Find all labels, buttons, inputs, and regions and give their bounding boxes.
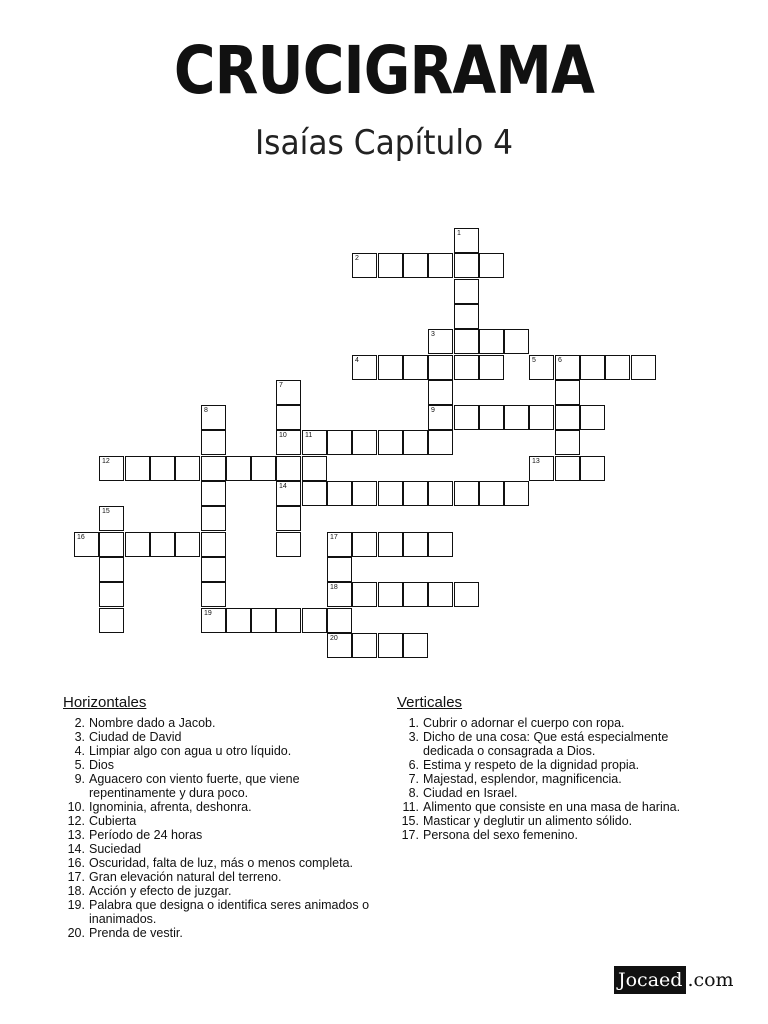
clue-number: 19.: [67, 898, 85, 912]
clue-text: Cubierta: [89, 814, 137, 828]
grid-cell[interactable]: [352, 633, 377, 658]
grid-cell[interactable]: [631, 355, 656, 380]
grid-cell[interactable]: [580, 456, 605, 481]
clue-number: 12.: [67, 814, 85, 828]
grid-cell[interactable]: [378, 253, 403, 278]
across-clue: [63, 870, 383, 884]
grid-cell[interactable]: [428, 532, 453, 557]
grid-cell[interactable]: [302, 456, 327, 481]
cell-number: 12: [102, 458, 110, 465]
across-clue-list: [63, 716, 383, 940]
grid-cell[interactable]: [99, 582, 124, 607]
grid-cell[interactable]: [99, 557, 124, 582]
clue-number: 20.: [67, 926, 85, 940]
grid-cell[interactable]: [428, 582, 453, 607]
cell-number: 9: [431, 407, 435, 414]
across-clue: [63, 716, 383, 730]
clue-text: Período de 24 horas: [89, 828, 203, 842]
across-clue: [63, 856, 383, 870]
grid-cell[interactable]: [555, 380, 580, 405]
grid-cell[interactable]: [403, 633, 428, 658]
clue-number: 2.: [74, 716, 85, 730]
grid-cell[interactable]: [352, 481, 377, 506]
grid-cell[interactable]: [352, 253, 377, 278]
clue-text: Alimento que consiste en una masa de harina.: [423, 800, 681, 814]
clue-number: 3.: [74, 730, 85, 744]
clue-number: 9.: [74, 772, 85, 786]
grid-cell[interactable]: [201, 405, 226, 430]
cell-number: 13: [532, 458, 540, 465]
grid-cell[interactable]: [251, 456, 276, 481]
grid-cell[interactable]: [605, 355, 630, 380]
grid-cell[interactable]: [504, 481, 529, 506]
grid-cell[interactable]: [302, 481, 327, 506]
page-subtitle: Isaías Capítulo 4: [254, 123, 514, 163]
clue-number: 14.: [67, 842, 85, 856]
grid-cell[interactable]: [226, 608, 251, 633]
grid-cell[interactable]: [276, 380, 301, 405]
grid-cell[interactable]: [175, 532, 200, 557]
grid-cell[interactable]: [150, 456, 175, 481]
clue-text: Acción y efecto de juzgar.: [89, 884, 232, 898]
grid-cell[interactable]: [201, 506, 226, 531]
grid-cell[interactable]: [378, 532, 403, 557]
cell-number: 18: [330, 584, 338, 591]
grid-cell[interactable]: [580, 355, 605, 380]
grid-cell[interactable]: [99, 608, 124, 633]
cell-number: 15: [102, 508, 110, 515]
down-clue: [397, 716, 707, 730]
down-clues: [397, 696, 707, 842]
clue-number: 8.: [408, 786, 419, 800]
cell-number: 3: [431, 331, 435, 338]
clue-number: 13.: [67, 828, 85, 842]
grid-cell[interactable]: [125, 456, 150, 481]
clue-text: Palabra que designa o identifica seres animados o inanimados.: [89, 898, 370, 926]
grid-cell[interactable]: [74, 532, 99, 557]
grid-cell[interactable]: [150, 532, 175, 557]
grid-cell[interactable]: [276, 456, 301, 481]
grid-cell[interactable]: [352, 532, 377, 557]
grid-cell[interactable]: [403, 355, 428, 380]
grid-cell[interactable]: [201, 608, 226, 633]
grid-cell[interactable]: [403, 481, 428, 506]
down-clue: [397, 786, 707, 800]
grid-cell[interactable]: [276, 506, 301, 531]
grid-cell[interactable]: [479, 253, 504, 278]
grid-cell[interactable]: [378, 430, 403, 455]
grid-cell[interactable]: [555, 456, 580, 481]
cell-number: 4: [355, 357, 359, 364]
cell-number: 8: [204, 407, 208, 414]
cell-number: 16: [77, 534, 85, 541]
down-clue: [397, 772, 707, 786]
grid-cell[interactable]: [201, 532, 226, 557]
clue-number: 3.: [408, 730, 419, 744]
grid-cell[interactable]: [454, 582, 479, 607]
grid-cell[interactable]: [276, 608, 301, 633]
clue-number: 4.: [74, 744, 85, 758]
across-clue: [63, 884, 383, 898]
cell-number: 7: [279, 382, 283, 389]
grid-cell[interactable]: [529, 355, 554, 380]
across-clue: [63, 800, 383, 814]
grid-cell[interactable]: [479, 481, 504, 506]
clue-text: Dios: [89, 758, 115, 772]
down-clue: [397, 800, 707, 814]
grid-cell[interactable]: [454, 304, 479, 329]
grid-cell[interactable]: [201, 456, 226, 481]
clue-number: 18.: [67, 884, 85, 898]
grid-cell[interactable]: [454, 279, 479, 304]
grid-cell[interactable]: [529, 456, 554, 481]
brand-logo[interactable]: [614, 966, 734, 994]
grid-cell[interactable]: [276, 430, 301, 455]
across-clue: [63, 926, 383, 940]
across-clue: [63, 828, 383, 842]
grid-cell[interactable]: [454, 481, 479, 506]
clue-text: Limpiar algo con agua u otro líquido.: [89, 744, 292, 758]
grid-cell[interactable]: [403, 430, 428, 455]
down-clue: [397, 814, 707, 828]
grid-cell[interactable]: [454, 405, 479, 430]
clue-text: Dicho de una cosa: Que está especialmente dedicada o consagrada a Dios.: [423, 730, 669, 758]
grid-cell[interactable]: [327, 582, 352, 607]
across-heading: Horizontales: [63, 694, 147, 711]
grid-cell[interactable]: [201, 582, 226, 607]
across-clues: [63, 696, 383, 940]
clue-text: Oscuridad, falta de luz, más o menos completa.: [89, 856, 354, 870]
clue-text: Gran elevación natural del terreno.: [89, 870, 282, 884]
clue-number: 11.: [402, 800, 419, 814]
cell-number: 1: [457, 230, 461, 237]
grid-cell[interactable]: [302, 430, 327, 455]
grid-cell[interactable]: [327, 557, 352, 582]
cell-number: 17: [330, 534, 338, 541]
clue-number: 5.: [74, 758, 85, 772]
clue-text: Ignominia, afrenta, deshonra.: [89, 800, 252, 814]
grid-cell[interactable]: [352, 582, 377, 607]
grid-cell[interactable]: [125, 532, 150, 557]
grid-cell[interactable]: [428, 405, 453, 430]
grid-cell[interactable]: [504, 405, 529, 430]
clue-text: Aguacero con viento fuerte, que viene repentinamente y dura poco.: [89, 772, 300, 800]
grid-cell[interactable]: [327, 608, 352, 633]
grid-cell[interactable]: [378, 633, 403, 658]
clue-text: Estima y respeto de la dignidad propia.: [423, 758, 640, 772]
grid-cell[interactable]: [479, 405, 504, 430]
clue-number: 15.: [401, 814, 419, 828]
grid-cell[interactable]: [327, 532, 352, 557]
grid-cell[interactable]: [99, 506, 124, 531]
grid-cell[interactable]: [378, 355, 403, 380]
down-heading: Verticales: [397, 694, 463, 711]
down-clue: [397, 828, 707, 842]
across-clue: [63, 758, 383, 772]
cell-number: 11: [305, 432, 313, 439]
grid-cell[interactable]: [201, 557, 226, 582]
grid-cell[interactable]: [428, 355, 453, 380]
grid-cell[interactable]: [378, 582, 403, 607]
grid-cell[interactable]: [276, 481, 301, 506]
clue-text: Masticar y deglutir un alimento sólido.: [423, 814, 633, 828]
grid-cell[interactable]: [302, 608, 327, 633]
grid-cell[interactable]: [529, 405, 554, 430]
grid-cell[interactable]: [327, 430, 352, 455]
grid-cell[interactable]: [327, 481, 352, 506]
grid-cell[interactable]: [378, 481, 403, 506]
grid-cell[interactable]: [454, 253, 479, 278]
grid-cell[interactable]: [403, 582, 428, 607]
grid-cell[interactable]: [428, 329, 453, 354]
grid-cell[interactable]: [479, 355, 504, 380]
grid-cell[interactable]: [226, 456, 251, 481]
grid-cell[interactable]: [99, 456, 124, 481]
cell-number: 20: [330, 635, 338, 642]
grid-cell[interactable]: [276, 532, 301, 557]
grid-cell[interactable]: [479, 329, 504, 354]
clue-text: Prenda de vestir.: [89, 926, 183, 940]
grid-cell[interactable]: [580, 405, 605, 430]
clue-text: Persona del sexo femenino.: [423, 828, 578, 842]
grid-cell[interactable]: [403, 253, 428, 278]
across-clue: [63, 772, 383, 800]
grid-cell[interactable]: [352, 430, 377, 455]
clue-number: 10.: [67, 800, 85, 814]
clue-text: Ciudad de David: [89, 730, 182, 744]
grid-cell[interactable]: [403, 532, 428, 557]
clue-number: 17.: [67, 870, 85, 884]
grid-cell[interactable]: [428, 430, 453, 455]
cell-number: 14: [279, 483, 287, 490]
across-clue: [63, 730, 383, 744]
across-clue: [63, 814, 383, 828]
brand-name: Jocaed: [614, 966, 686, 994]
grid-cell[interactable]: [454, 228, 479, 253]
grid-cell[interactable]: [352, 355, 377, 380]
clue-number: 17.: [401, 828, 419, 842]
grid-cell[interactable]: [454, 329, 479, 354]
clue-number: 7.: [408, 772, 419, 786]
grid-cell[interactable]: [454, 355, 479, 380]
clue-text: Majestad, esplendor, magnificencia.: [423, 772, 622, 786]
across-clue: [63, 842, 383, 856]
grid-cell[interactable]: [555, 405, 580, 430]
down-clue-list: [397, 716, 707, 842]
across-clue: [63, 898, 383, 926]
grid-cell[interactable]: [428, 253, 453, 278]
down-clue: [397, 758, 707, 772]
cell-number: 19: [204, 610, 212, 617]
page-title: CRUCIGRAMA: [173, 32, 595, 109]
clue-number: 16.: [67, 856, 85, 870]
cell-number: 10: [279, 432, 287, 439]
grid-cell[interactable]: [201, 481, 226, 506]
brand-domain: .com: [687, 969, 734, 991]
clue-text: Cubrir o adornar el cuerpo con ropa.: [423, 716, 625, 730]
cell-number: 2: [355, 255, 359, 262]
grid-cell[interactable]: [428, 481, 453, 506]
grid-cell[interactable]: [276, 405, 301, 430]
clue-number: 1.: [408, 716, 419, 730]
grid-cell[interactable]: [251, 608, 276, 633]
clue-text: Ciudad en Israel.: [423, 786, 518, 800]
grid-cell[interactable]: [504, 329, 529, 354]
grid-cell[interactable]: [428, 380, 453, 405]
clue-text: Nombre dado a Jacob.: [89, 716, 216, 730]
grid-cell[interactable]: [201, 430, 226, 455]
down-clue: [397, 730, 707, 758]
clue-text: Suciedad: [89, 842, 142, 856]
grid-cell[interactable]: [555, 430, 580, 455]
grid-cell[interactable]: [327, 633, 352, 658]
grid-cell[interactable]: [555, 355, 580, 380]
grid-cell[interactable]: [99, 532, 124, 557]
across-clue: [63, 744, 383, 758]
cell-number: 5: [532, 357, 536, 364]
clue-number: 6.: [408, 758, 419, 772]
cell-number: 6: [558, 357, 562, 364]
grid-cell[interactable]: [175, 456, 200, 481]
